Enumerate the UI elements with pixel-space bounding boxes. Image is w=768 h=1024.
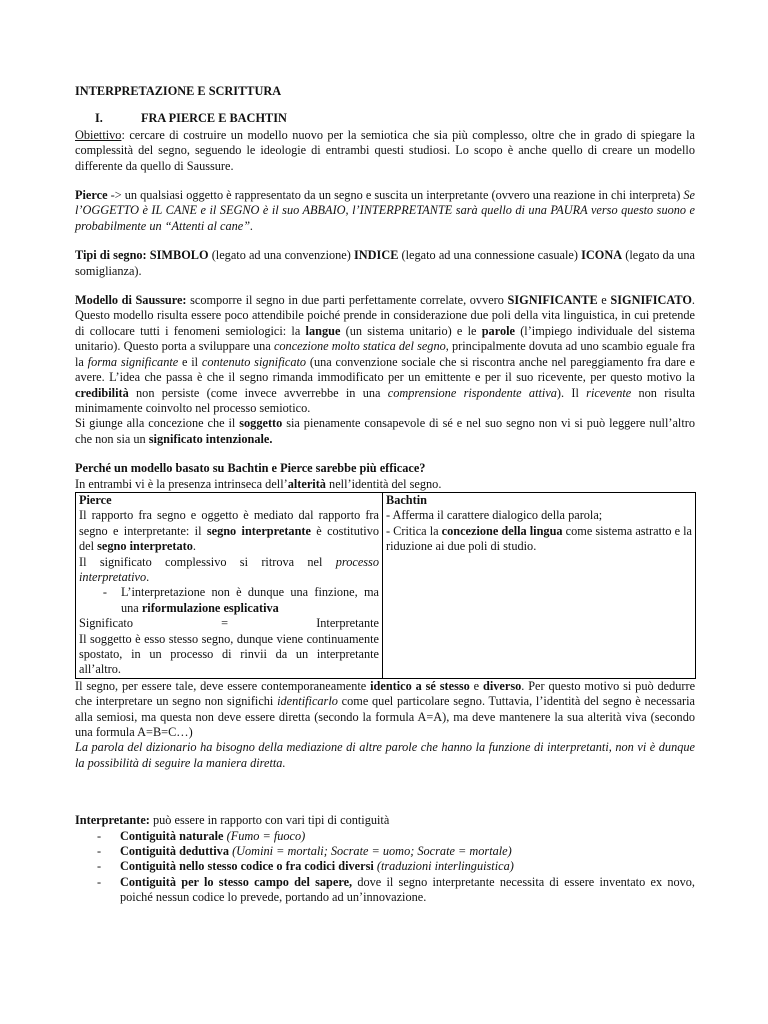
list-item: - Contiguità nello stesso codice o fra codici diversi (traduzioni interlinguistica): [97, 859, 514, 874]
soggetto-paragraph: Si giunge alla concezione che il soggetto sia pienamente consapevole di sé e nel suo segno non vi si può leggere null’altro che non sia un significato intenzionale.: [75, 416, 695, 446]
list-item: - Contiguità naturale (Fumo = fuoco): [97, 828, 306, 843]
section-number: I.: [95, 111, 103, 126]
section-heading: [75, 111, 695, 126]
section-title: FRA PIERCE E BACHTIN: [141, 111, 287, 126]
list-item: - Contiguità deduttiva (Uomini = mortali; Socrate = uomo; Socrate = mortale): [97, 844, 512, 859]
list-item: - Contiguità per lo stesso campo del sapere, dove il segno interpretante necessita di essere inventato ex novo, poiché nessun codice lo prevede, portando ad un’innovazione.: [97, 874, 695, 905]
identita-paragraph: Il segno, per essere tale, deve essere contemporaneamente identico a sé stesso e diverso. Per questo motivo si può dedurre che interpretare un segno non significhi identificarlo come quel particolare segno. Tuttavia, l’identità del segno è necessaria alla semiosi, ma questa non deve essere diretta (secondo la formula A=A), ma deve mantenere la sua alterità viva (secondo una formula A=B=C…): [75, 678, 696, 740]
question-heading: Perché un modello basato su Bachtin e Pierce sarebbe più efficace?: [75, 461, 426, 476]
list-item: - L’interpretazione non è dunque una finzione, ma una riformulazione esplicativa: [102, 585, 379, 615]
bachtin-column-header: Bachtin: [386, 492, 427, 507]
contiguita-list: [75, 829, 695, 906]
tipi-segno-paragraph: Tipi di segno: SIMBOLO (legato ad una convenzione) INDICE (legato ad una connessione casuale) ICONA (legato da una somiglianza).: [75, 248, 696, 278]
obiettivo-label: Obiettivo: [75, 127, 122, 142]
saussure-paragraph: Modello di Saussure: scomporre il segno in due parti perfettamente correlate, ovvero SIGNIFICANTE e SIGNIFICATO. Questo modello risulta essere poco attendibile poiché prende in considerazione due poli della vita linguistica, in cui pretende di collocare tutti i fenomeni semiologici: la langue (un sistema unitario) e le parole (l’impiego individuale del sistema unitario). Questo porta a sviluppare una concezione molto statica del segno, principalmente dovuta ad uno scambio eguale fra la forma significante e il contenuto significato (una convenzione sociale che si riscontra anche nel pareggiamento fra dare e avere. L’idea che passa è che il segno rimanda immodificato per un emittente e per il suo ricevente, per questo motivo la credibilità non persiste (come invece avverrebbe in una comprensione rispondente attiva). Il ricevente non risulta minimamente coinvolto nel processo semiotico.: [75, 293, 696, 415]
pierce-label: Pierce: [75, 188, 108, 203]
document-title: INTERPRETAZIONE E SCRITTURA: [75, 84, 282, 98]
pierce-cell: Pierce Il rapporto fra segno e oggetto è mediato dal rapporto fra segno e interpretante: il segno interpretante è costitutivo del segno interpretato. Il significato complessivo si ritrova nel processo interpretativo. - L’interpretazione non è dunque una finzione, ma una riformulazione esplicativa Significato = Interpretante Il soggetto è esso stesso segno, dunque viene continuamente spostato, in un processo di rinvii da un interpretante all’altro.: [76, 492, 383, 678]
comparison-table: [75, 492, 696, 679]
alterita-line: In entrambi vi è la presenza intrinseca dell’alterità nell’identità del segno.: [75, 476, 442, 491]
interpretante-heading: Interpretante: può essere in rapporto con vari tipi di contiguità: [75, 813, 390, 828]
pierce-paragraph: Pierce -> un qualsiasi oggetto è rappresentato da un segno e suscita un interpretante (ovvero una reazione in chi interpreta) Se l’OGGETTO è IL CANE e il SEGNO è il suo ABBAIO, l’INTERPRETANTE sarà quello di una PAURA verso questo suono e probabilmente un “Attenti al cane”.: [75, 188, 695, 233]
dizionario-paragraph: La parola del dizionario ha bisogno della mediazione di altre parole che hanno la funzione di interpretanti, non vi è dunque la possibilità di seguire la maniera diretta.: [75, 740, 695, 770]
bachtin-cell: Bachtin - Afferma il carattere dialogico della parola; - Critica la concezione della lingua come sistema astratto e la riduzione ai due poli di studio.: [383, 492, 696, 678]
obiettivo-paragraph: Obiettivo: cercare di costruire un modello nuovo per la semiotica che sia più complesso, oltre che in grado di spiegare la complessità del segno, seguendo le ideologie di entrambi questi studiosi. Lo scopo è anche quello di creare un modello differente da quello di Saussure.: [75, 127, 695, 173]
table-row: [76, 492, 696, 678]
document-page: [75, 84, 695, 906]
pierce-column-header: Pierce: [79, 492, 112, 507]
formula-line: Significato = Interpretante: [79, 616, 379, 631]
